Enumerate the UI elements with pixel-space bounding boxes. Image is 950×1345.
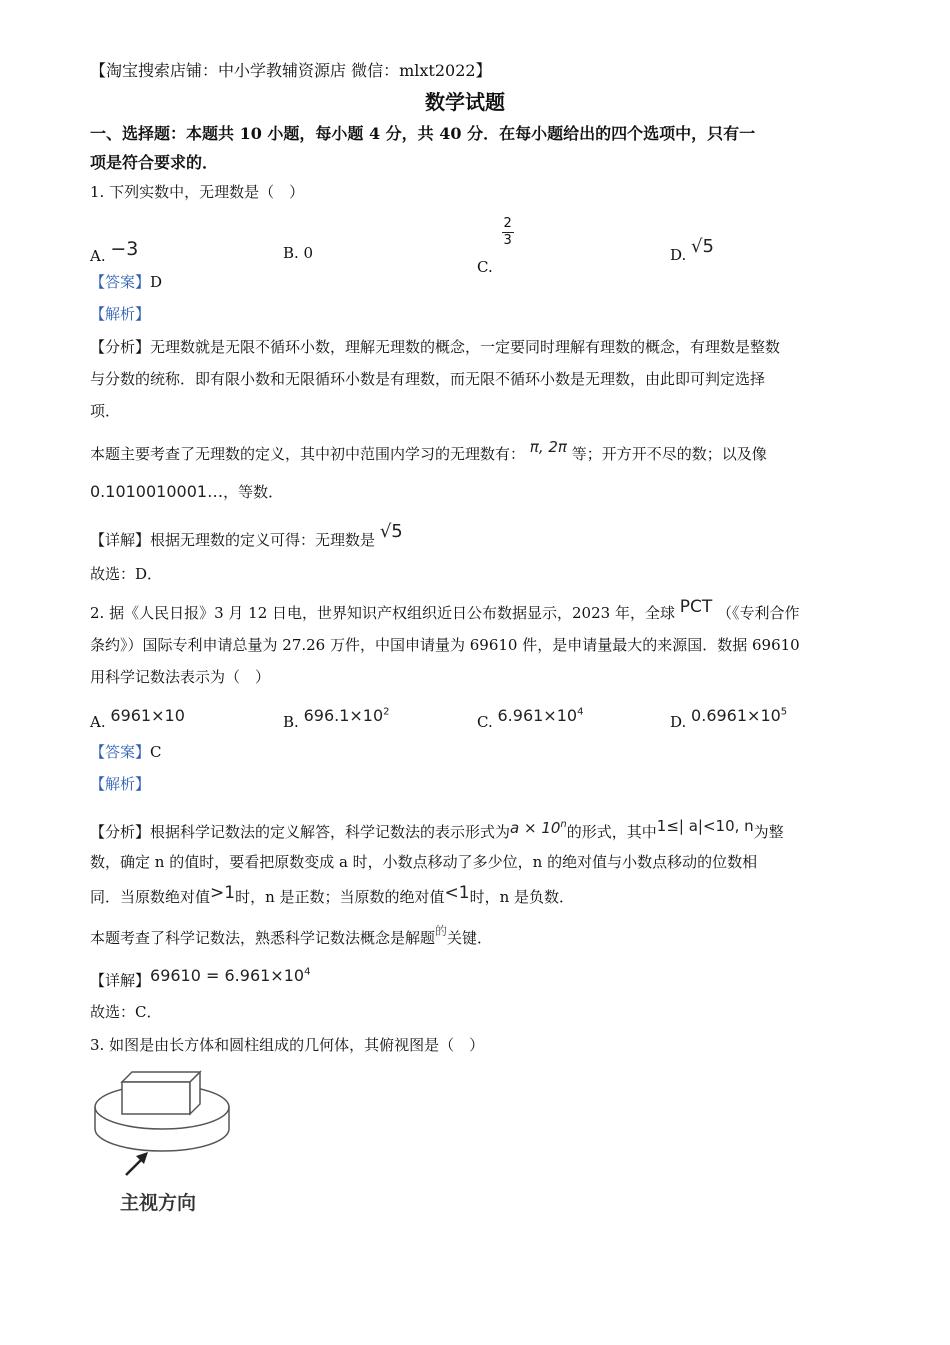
fenxi-math-exp: n bbox=[560, 819, 567, 830]
detail-math-base: 69610 = 6.961×10 bbox=[150, 966, 305, 986]
q2-stem-line2: 条约》）国际专利申请总量为 27.26 万件，中国申请量为 69610 件，是申请量最大的来源国．数据 69610 bbox=[90, 636, 800, 654]
q2-option-b bbox=[283, 706, 390, 731]
q1-option-d bbox=[670, 236, 714, 265]
note-math: π, 2π bbox=[529, 438, 567, 456]
q1-analysis-tag: 【解析】 bbox=[90, 305, 151, 323]
option-math bbox=[498, 706, 584, 725]
option-math-exp: 4 bbox=[577, 706, 584, 718]
option-math-base: 6.961×10 bbox=[497, 706, 578, 725]
q2-detail bbox=[90, 967, 310, 990]
q2-stem-line1 bbox=[90, 597, 800, 623]
answer-tag: 【答案】 bbox=[90, 743, 151, 761]
detail-text: 根据无理数的定义可得：无理数是 bbox=[150, 531, 376, 549]
q1-choose: 故选：D． bbox=[90, 565, 163, 583]
option-math-exp: 2 bbox=[383, 706, 390, 718]
fraction-numerator: 2 bbox=[503, 216, 512, 231]
detail-math bbox=[150, 966, 310, 985]
q1-detail bbox=[90, 521, 403, 550]
option-math-base: 696.1×10 bbox=[303, 706, 384, 725]
option-label: A. bbox=[90, 247, 106, 265]
fenxi-math-base: a × 10 bbox=[510, 819, 561, 837]
fenxi-text: 根据科学记数法的定义解答，科学记数法的表示形式为 bbox=[150, 823, 511, 841]
q2-option-d bbox=[670, 706, 788, 731]
q1-fenxi-line3: 项． bbox=[90, 402, 121, 420]
fenxi-math: >1 bbox=[210, 883, 236, 903]
q2-stem-line3: 用科学记数法表示为（ ） bbox=[90, 668, 271, 686]
fenxi-tag: 【分析】 bbox=[90, 338, 151, 356]
note-text: ，等数． bbox=[223, 483, 284, 501]
option-label: D. bbox=[670, 246, 687, 264]
q2-choose: 故选：C． bbox=[90, 1003, 162, 1021]
stem-text: （《专利合作 bbox=[717, 604, 800, 622]
page-title: 数学试题 bbox=[425, 90, 505, 114]
note-text: 本题主要考查了无理数的定义，其中初中范围内学习的无理数有： bbox=[90, 445, 526, 463]
q2-answer bbox=[90, 742, 162, 762]
q1-option-c bbox=[477, 216, 512, 277]
fraction-two-thirds bbox=[502, 216, 514, 249]
q1-fenxi-line2: 与分数的统称．即有限小数和无限循环小数是有理数，而无限不循环小数是无理数，由此即可判定选择 bbox=[90, 370, 766, 388]
q1-answer bbox=[90, 272, 162, 292]
option-label: C. bbox=[477, 713, 493, 731]
section-heading-line2: 项是符合要求的． bbox=[90, 153, 219, 172]
q1-fenxi-line1 bbox=[90, 337, 780, 357]
fenxi-text: 的形式，其中 bbox=[566, 823, 657, 841]
cylinder-cuboid-drawing bbox=[90, 1062, 250, 1187]
option-math: −3 bbox=[110, 238, 139, 260]
figure-caption: 主视方向 bbox=[120, 1192, 197, 1214]
option-math-base: 0.6961×10 bbox=[691, 706, 781, 725]
note-text-small: 的 bbox=[435, 924, 448, 938]
q1-stem: 1. 下列实数中，无理数是（ ） bbox=[90, 183, 305, 201]
option-math bbox=[691, 706, 787, 725]
q2-option-c bbox=[477, 706, 584, 731]
fraction-denominator: 3 bbox=[503, 233, 512, 248]
q1-option-b bbox=[283, 244, 313, 262]
note-text: 本题考查了科学记数法，熟悉科学记数法概念是解题 bbox=[90, 929, 436, 947]
option-label: C. bbox=[477, 258, 493, 276]
q2-fenxi-line1 bbox=[90, 819, 784, 842]
fenxi-math: 1≤| a|<10, n bbox=[656, 817, 754, 835]
q2-analysis-tag: 【解析】 bbox=[90, 775, 151, 793]
fenxi-math bbox=[510, 819, 567, 837]
answer-tag: 【答案】 bbox=[90, 273, 151, 291]
q2-note bbox=[90, 924, 493, 949]
q1-option-a bbox=[90, 238, 139, 266]
fenxi-text: 同．当原数绝对值 bbox=[90, 888, 211, 906]
note-text: 关键． bbox=[447, 929, 493, 947]
q1-note-line1 bbox=[90, 438, 767, 464]
option-math: 6961×10 bbox=[110, 706, 185, 725]
stem-math: PCT bbox=[679, 597, 713, 617]
detail-tag: 【详解】 bbox=[90, 971, 151, 990]
fenxi-text: 为整 bbox=[753, 823, 784, 841]
section-heading-line1: 一、选择题：本题共 10 小题，每小题 4 分，共 40 分．在每小题给出的四个选项中，只有一 bbox=[90, 124, 756, 143]
q1-note-line2 bbox=[90, 482, 283, 502]
header-shop-text: 【淘宝搜索店铺：中小学教辅资源店 微信：mlxt2022】 bbox=[90, 61, 492, 80]
q2-fenxi-line2: 数，确定 n 的值时，要看把原数变成 a 时，小数点移动了多少位，n 的绝对值与小数点移动的位数相 bbox=[90, 853, 758, 871]
fenxi-text: 无理数就是无限不循环小数，理解无理数的概念，一定要同时理解有理数的概念，有理数是整数 bbox=[150, 338, 781, 356]
option-label: D. bbox=[670, 713, 687, 731]
detail-math-exp: 4 bbox=[304, 967, 311, 978]
answer-value: D bbox=[150, 273, 163, 291]
fenxi-math: <1 bbox=[444, 883, 470, 903]
fenxi-text: 时，n 是正数；当原数的绝对值 bbox=[235, 888, 445, 906]
option-label: B. 0 bbox=[283, 244, 314, 262]
note-text: 等；开方开不尽的数；以及像 bbox=[571, 445, 767, 463]
detail-math: √5 bbox=[379, 521, 403, 542]
option-math: √5 bbox=[691, 236, 714, 257]
fenxi-tag: 【分析】 bbox=[90, 823, 151, 841]
q1-options bbox=[90, 216, 890, 276]
q3-stem: 3. 如图是由长方体和圆柱组成的几何体，其俯视图是（ ） bbox=[90, 1036, 485, 1054]
q2-option-a bbox=[90, 706, 185, 731]
option-label: B. bbox=[283, 713, 299, 731]
option-math-exp: 5 bbox=[780, 706, 788, 718]
detail-tag: 【详解】 bbox=[90, 531, 151, 549]
stem-text: 2. 据《人民日报》3 月 12 日电，世界知识产权组织近日公布数据显示，2023 年，全球 bbox=[90, 604, 675, 622]
q2-fenxi-line3 bbox=[90, 883, 575, 907]
option-label: A. bbox=[90, 713, 106, 731]
q2-options bbox=[90, 700, 890, 730]
option-math bbox=[304, 706, 390, 725]
note-math: 0.1010010001… bbox=[90, 482, 224, 501]
answer-value: C bbox=[150, 743, 162, 761]
fenxi-text: 时，n 是负数． bbox=[469, 888, 575, 906]
